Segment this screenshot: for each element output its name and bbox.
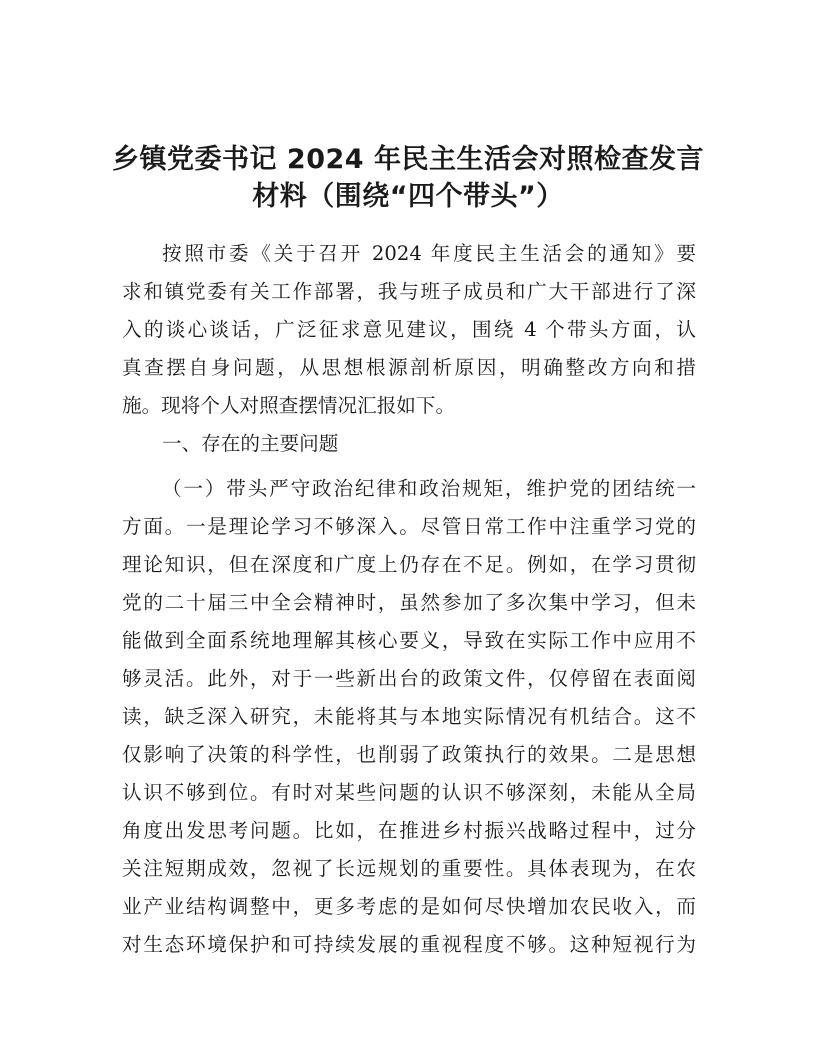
intro-paragraph-line: 施。现将个人对照查摆情况汇报如下。 bbox=[122, 394, 456, 417]
section-paragraph-line: 能做到全面系统地理解其核心要义，导致在实际工作中应用不 bbox=[122, 629, 696, 652]
section-paragraph-line: 认识不够到位。有时对某些问题的认识不够深刻，未能从全局 bbox=[122, 781, 696, 804]
section-paragraph-line: （一）带头严守政治纪律和政治规矩，维护党的团结统一 bbox=[162, 477, 696, 500]
section-heading: 一、存在的主要问题 bbox=[162, 432, 339, 455]
intro-paragraph-line: 真查摆自身问题，从思想根源剖析原因，明确整改方向和措 bbox=[122, 356, 696, 379]
section-paragraph-line: 理论知识，但在深度和广度上仍存在不足。例如，在学习贯彻 bbox=[122, 553, 696, 576]
section-paragraph-line: 对生态环境保护和可持续发展的重视程度不够。这种短视行为 bbox=[122, 933, 696, 956]
section-paragraph-line: 仅影响了决策的科学性，也削弱了政策执行的效果。二是思想 bbox=[122, 743, 696, 766]
section-paragraph-line: 业产业结构调整中，更多考虑的是如何尽快增加农民收入，而 bbox=[122, 895, 696, 918]
section-paragraph-line: 方面。一是理论学习不够深入。尽管日常工作中注重学习党的 bbox=[122, 515, 696, 538]
intro-paragraph-line: 求和镇党委有关工作部署，我与班子成员和广大干部进行了深 bbox=[122, 280, 696, 303]
section-paragraph-line: 关注短期成效，忽视了长远规划的重要性。具体表现为，在农 bbox=[122, 857, 696, 880]
section-paragraph-line: 党的二十届三中全会精神时，虽然参加了多次集中学习，但未 bbox=[122, 591, 696, 614]
section-paragraph-line: 角度出发思考问题。比如，在推进乡村振兴战略过程中，过分 bbox=[122, 819, 696, 842]
intro-paragraph-line: 按照市委《关于召开 2024 年度民主生活会的通知》要 bbox=[162, 242, 696, 265]
section-paragraph-line: 读，缺乏深入研究，未能将其与本地实际情况有机结合。这不 bbox=[122, 705, 696, 728]
document-title-line-2: 材料（围绕“四个带头”） bbox=[252, 181, 564, 212]
document-title-line-1: 乡镇党委书记 2024 年民主生活会对照检查发言 bbox=[112, 144, 704, 175]
intro-paragraph-line: 入的谈心谈话，广泛征求意见建议，围绕 4 个带头方面，认 bbox=[122, 318, 696, 341]
section-paragraph-line: 够灵活。此外，对于一些新出台的政策文件，仅停留在表面阅 bbox=[122, 667, 696, 690]
